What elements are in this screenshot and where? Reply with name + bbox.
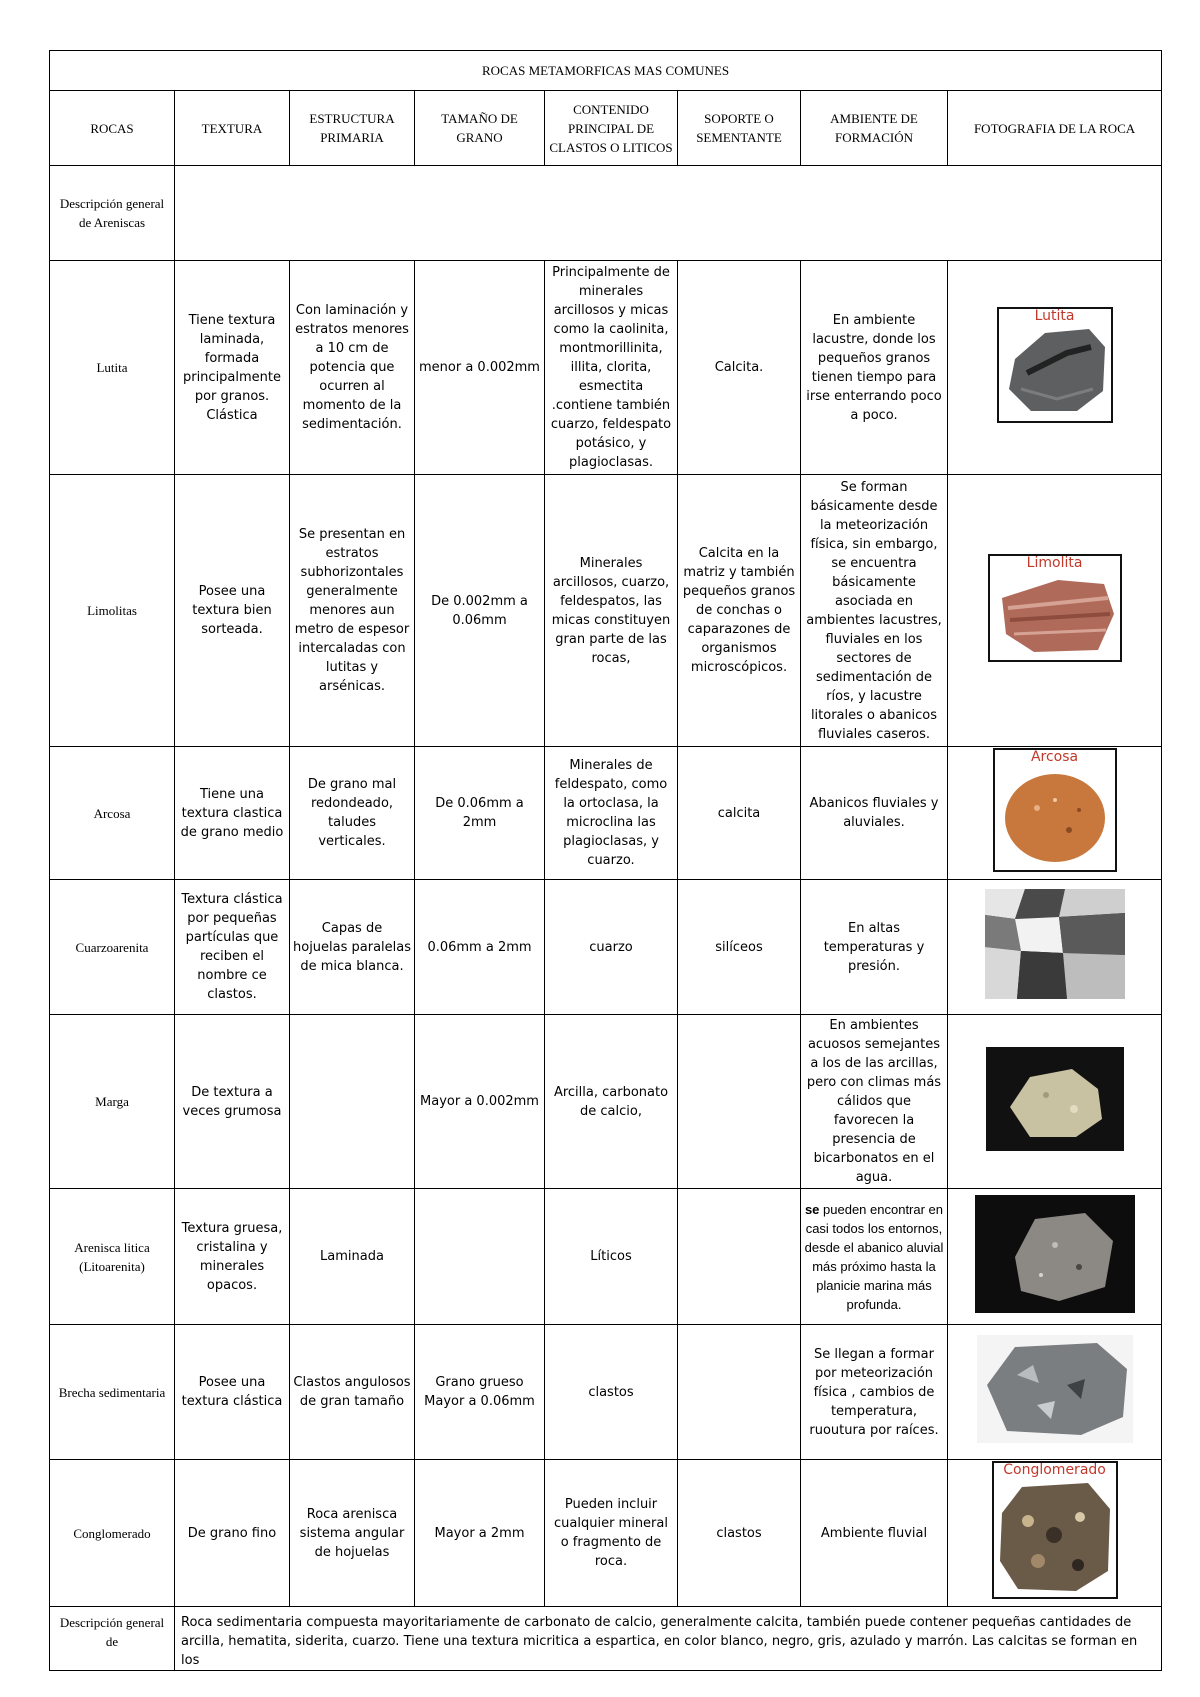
photo-label: Arcosa xyxy=(1030,749,1079,765)
rock-name: Arenisca litica (Litoarenita) xyxy=(50,1189,175,1325)
thin-section-photo-icon xyxy=(985,889,1125,999)
cell-soporte xyxy=(678,1189,801,1325)
table-row xyxy=(50,475,1162,747)
rock-name: Cuarzoarenita xyxy=(50,880,175,1015)
cell-soporte: calcita xyxy=(678,747,801,880)
rock-name: Conglomerado xyxy=(50,1460,175,1607)
ambiente-text: pueden encontrar en casi todos los entornos, desde el abanico aluvial más próximo hasta la planicie marina más profunda. xyxy=(804,1201,944,1312)
cell-textura: De textura a veces grumosa xyxy=(175,1015,290,1189)
cell-ambiente xyxy=(801,1189,948,1325)
cell-contenido: Principalmente de minerales arcillosos y micas como la caolinita, montmorillinita, illita, clorita, esmectita .contiene también cuarzo, feldespato potásico, y plagioclasas. xyxy=(545,261,678,475)
desc-bottom-label: Descripción general de xyxy=(50,1607,175,1671)
header-ambiente: AMBIENTE DE FORMACIÓN xyxy=(801,91,948,166)
cell-grano: Mayor a 0.002mm xyxy=(415,1015,545,1189)
cell-soporte: silíceos xyxy=(678,880,801,1015)
cell-grano: Grano grueso Mayor a 0.06mm xyxy=(415,1325,545,1460)
cell-photo xyxy=(948,261,1162,475)
rock-photo-icon xyxy=(975,1195,1135,1313)
table-row xyxy=(50,880,1162,1015)
cell-grano: De 0.002mm a 0.06mm xyxy=(415,475,545,747)
ambiente-bold-lead: se xyxy=(804,1201,820,1217)
rock-photo-icon xyxy=(993,748,1117,872)
cell-soporte: clastos xyxy=(678,1460,801,1607)
rock-name: Limolitas xyxy=(50,475,175,747)
cell-soporte xyxy=(678,1015,801,1189)
cell-estructura: Clastos angulosos de gran tamaño xyxy=(290,1325,415,1460)
rock-name: Brecha sedimentaria xyxy=(50,1325,175,1460)
cell-textura: Textura clástica por pequeñas partículas que reciben el nombre ce clastos. xyxy=(175,880,290,1015)
desc-bottom-row xyxy=(50,1607,1162,1671)
cell-soporte: Calcita en la matriz y también pequeños granos de conchas o caparazones de organismos microscópicos. xyxy=(678,475,801,747)
cell-ambiente: En ambiente lacustre, donde los pequeños granos tienen tiempo para irse enterrando poco a poco. xyxy=(801,261,948,475)
rock-photo-icon xyxy=(977,1335,1133,1443)
header-estructura: ESTRUCTURA PRIMARIA xyxy=(290,91,415,166)
title-row xyxy=(50,51,1162,91)
cell-estructura: Roca arenisca sistema angular de hojuelas xyxy=(290,1460,415,1607)
desc-bottom-text: Roca sedimentaria compuesta mayoritariamente de carbonato de calcio, generalmente calcita, también puede contener pequeñas cantidades de arcilla, hematita, siderita, cuarzo. Tiene una textura micritica a espartica, en color blanco, negro, gris, azulado y marrón. Las calcitas se forman en los xyxy=(175,1607,1162,1671)
cell-ambiente: Se llegan a formar por meteorización física , cambios de temperatura, ruoutura por raíces. xyxy=(801,1325,948,1460)
cell-estructura: Se presentan en estratos subhorizontales generalmente menores aun metro de espesor intercaladas con lutitas y arsénicas. xyxy=(290,475,415,747)
cell-contenido: cuarzo xyxy=(545,880,678,1015)
cell-estructura: Con laminación y estratos menores a 10 cm de potencia que ocurren al momento de la sedimentación. xyxy=(290,261,415,475)
table-row xyxy=(50,747,1162,880)
header-row xyxy=(50,91,1162,166)
table-title: ROCAS METAMORFICAS MAS COMUNES xyxy=(50,51,1162,91)
rocks-table xyxy=(49,50,1162,1671)
rock-name: Arcosa xyxy=(50,747,175,880)
rock-name: Marga xyxy=(50,1015,175,1189)
cell-grano: Mayor a 2mm xyxy=(415,1460,545,1607)
table-row xyxy=(50,1015,1162,1189)
desc-areniscas-label: Descripción general de Areniscas xyxy=(50,166,175,261)
cell-photo xyxy=(948,1015,1162,1189)
cell-estructura: Capas de hojuelas paralelas de mica blanca. xyxy=(290,880,415,1015)
cell-photo xyxy=(948,1189,1162,1325)
rock-photo-icon xyxy=(997,307,1113,423)
rock-name: Lutita xyxy=(50,261,175,475)
header-soporte: SOPORTE O SEMENTANTE xyxy=(678,91,801,166)
cell-ambiente: Ambiente fluvial xyxy=(801,1460,948,1607)
cell-contenido: Minerales de feldespato, como la ortoclasa, la microclina las plagioclasas, y cuarzo. xyxy=(545,747,678,880)
header-contenido: CONTENIDO PRINCIPAL DE CLASTOS O LITICOS xyxy=(545,91,678,166)
table-row xyxy=(50,1189,1162,1325)
cell-estructura: De grano mal redondeado, taludes verticales. xyxy=(290,747,415,880)
rock-photo-icon xyxy=(992,1461,1118,1599)
cell-estructura: Laminada xyxy=(290,1189,415,1325)
cell-ambiente: En altas temperaturas y presión. xyxy=(801,880,948,1015)
table-row xyxy=(50,1325,1162,1460)
cell-textura: Tiene textura laminada, formada principalmente por granos. Clástica xyxy=(175,261,290,475)
cell-contenido: Pueden incluir cualquier mineral o fragmento de roca. xyxy=(545,1460,678,1607)
cell-photo xyxy=(948,475,1162,747)
cell-photo xyxy=(948,747,1162,880)
rock-photo-icon xyxy=(988,554,1122,662)
cell-ambiente: Se forman básicamente desde la meteorización física, sin embargo, se encuentra básicamente asociada en ambientes lacustres, fluviales en los sectores de sedimentación de ríos, y lacustre litorales o abanicos fluviales caseros. xyxy=(801,475,948,747)
cell-grano: De 0.06mm a 2mm xyxy=(415,747,545,880)
cell-estructura xyxy=(290,1015,415,1189)
photo-label: Conglomerado xyxy=(1003,1462,1106,1478)
header-textura: TEXTURA xyxy=(175,91,290,166)
cell-ambiente: Abanicos fluviales y aluviales. xyxy=(801,747,948,880)
cell-ambiente: En ambientes acuosos semejantes a los de las arcillas, pero con climas más cálidos que favorecen la presencia de bicarbonatos en el agua. xyxy=(801,1015,948,1189)
cell-textura: Tiene una textura clastica de grano medio xyxy=(175,747,290,880)
cell-soporte xyxy=(678,1325,801,1460)
cell-contenido: Arcilla, carbonato de calcio, xyxy=(545,1015,678,1189)
photo-label: Limolita xyxy=(1026,554,1083,571)
cell-textura: De grano fino xyxy=(175,1460,290,1607)
cell-textura: Posee una textura bien sorteada. xyxy=(175,475,290,747)
photo-label: Lutita xyxy=(1034,307,1075,324)
cell-grano: menor a 0.002mm xyxy=(415,261,545,475)
cell-photo xyxy=(948,1460,1162,1607)
header-fotografia: FOTOGRAFIA DE LA ROCA xyxy=(948,91,1162,166)
cell-contenido: Líticos xyxy=(545,1189,678,1325)
cell-photo xyxy=(948,880,1162,1015)
cell-grano: 0.06mm a 2mm xyxy=(415,880,545,1015)
cell-contenido: Minerales arcillosos, cuarzo, feldespatos, las micas constituyen gran parte de las rocas, xyxy=(545,475,678,747)
cell-photo xyxy=(948,1325,1162,1460)
cell-textura: Posee una textura clástica xyxy=(175,1325,290,1460)
cell-contenido: clastos xyxy=(545,1325,678,1460)
rock-photo-icon xyxy=(986,1047,1124,1151)
cell-grano xyxy=(415,1189,545,1325)
desc-areniscas-content xyxy=(175,166,1162,261)
cell-soporte: Calcita. xyxy=(678,261,801,475)
table-row xyxy=(50,261,1162,475)
cell-textura: Textura gruesa, cristalina y minerales opacos. xyxy=(175,1189,290,1325)
header-rocas: ROCAS xyxy=(50,91,175,166)
desc-areniscas-row xyxy=(50,166,1162,261)
header-grano: TAMAÑO DE GRANO xyxy=(415,91,545,166)
table-row xyxy=(50,1460,1162,1607)
